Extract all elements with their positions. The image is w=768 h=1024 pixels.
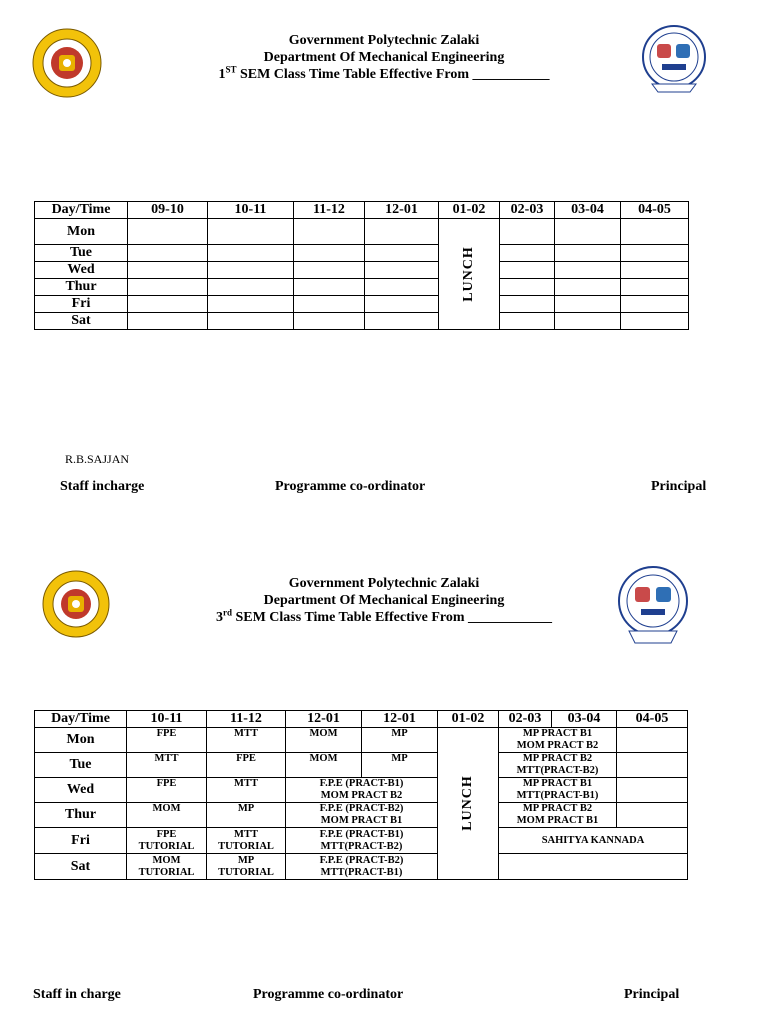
period-cell: MOM — [286, 753, 362, 778]
college-name: Government Polytechnic Zalaki — [288, 33, 480, 48]
table-row — [35, 262, 689, 279]
header-cell: 03-04 — [552, 711, 617, 728]
period-cell — [617, 803, 688, 828]
staff-incharge-label: Staff incharge — [60, 479, 145, 494]
header-cell: 12-01 — [365, 202, 439, 219]
practical-cell: F.P.E (PRACT-B2) MTT(PRACT-B1) — [286, 854, 438, 880]
day-cell: Mon — [35, 219, 128, 245]
principal-label: Principal — [624, 987, 680, 1002]
day-cell: Fri — [35, 828, 127, 854]
lunch-cell — [439, 219, 500, 330]
table-row — [35, 854, 688, 880]
period-cell: FPE — [127, 778, 207, 803]
sheet1-header — [160, 32, 608, 83]
practical-cell: MP PRACT B1 MTT(PRACT-B1) — [499, 778, 617, 803]
header-cell: 09-10 — [128, 202, 208, 219]
period-cell: MP — [207, 803, 286, 828]
semester-title: 1ST SEM Class Time Table Effective From ___________ — [218, 64, 550, 82]
programme-coordinator-label: Programme co-ordinator — [253, 987, 404, 1002]
day-cell: Tue — [35, 753, 127, 778]
period-cell: MP TUTORIAL — [207, 854, 286, 880]
header-cell: 11-12 — [207, 711, 286, 728]
sahitya-kannada-cell: SAHITYA KANNADA — [499, 828, 688, 854]
day-cell: Sat — [35, 854, 127, 880]
period-cell: FPE TUTORIAL — [127, 828, 207, 854]
header-cell: 10-11 — [208, 202, 294, 219]
department-name: Department Of Mechanical Engineering — [263, 593, 505, 608]
table-header-row — [35, 711, 688, 728]
sheet2-header — [160, 575, 608, 626]
day-cell: Sat — [35, 313, 128, 330]
period-cell — [617, 728, 688, 753]
table-row — [35, 828, 688, 854]
lunch-label: LUNCH — [460, 775, 475, 831]
period-cell: MTT — [127, 753, 207, 778]
day-cell: Wed — [35, 262, 128, 279]
day-cell: Thur — [35, 803, 127, 828]
day-cell: Thur — [35, 279, 128, 296]
header-cell: 10-11 — [127, 711, 207, 728]
practical-cell: MP PRACT B1 MOM PRACT B2 — [499, 728, 617, 753]
header-cell: 02-03 — [500, 202, 555, 219]
header-cell: 04-05 — [617, 711, 688, 728]
period-cell — [617, 753, 688, 778]
period-cell: MOM TUTORIAL — [127, 854, 207, 880]
practical-cell: F.P.E (PRACT-B2) MOM PRACT B1 — [286, 803, 438, 828]
principal-label: Principal — [651, 479, 707, 494]
table-row — [35, 728, 688, 753]
table-row — [35, 313, 689, 330]
header-cell: 11-12 — [294, 202, 365, 219]
semester-title: 3rd SEM Class Time Table Effective From ____________ — [215, 607, 553, 625]
day-cell: Wed — [35, 778, 127, 803]
staff-name: R.B.SAJJAN — [65, 452, 130, 466]
table-row — [35, 803, 688, 828]
practical-cell: MP PRACT B2 MOM PRACT B1 — [499, 803, 617, 828]
header-cell: 01-02 — [438, 711, 499, 728]
college-name: Government Polytechnic Zalaki — [288, 576, 480, 591]
header-cell: 12-01 — [362, 711, 438, 728]
staff-incharge-label: Staff in charge — [33, 987, 121, 1002]
day-cell: Mon — [35, 728, 127, 753]
period-cell: FPE — [207, 753, 286, 778]
polytechnic-logo — [640, 24, 708, 94]
day-cell: Tue — [35, 245, 128, 262]
table-row — [35, 753, 688, 778]
table-row — [35, 219, 689, 245]
day-cell: Fri — [35, 296, 128, 313]
sem1-timetable — [34, 201, 689, 330]
period-cell — [499, 854, 688, 880]
header-cell: 02-03 — [499, 711, 552, 728]
period-cell: MOM — [286, 728, 362, 753]
period-cell: MP — [362, 728, 438, 753]
period-cell — [617, 778, 688, 803]
header-cell: 04-05 — [621, 202, 689, 219]
karnataka-emblem-logo — [31, 28, 103, 98]
department-name: Department Of Mechanical Engineering — [263, 50, 505, 65]
karnataka-emblem-logo — [41, 570, 111, 638]
period-cell: MTT TUTORIAL — [207, 828, 286, 854]
lunch-label: LUNCH — [461, 246, 476, 302]
header-cell: 03-04 — [555, 202, 621, 219]
table-row — [35, 279, 689, 296]
practical-cell: F.P.E (PRACT-B1) MTT(PRACT-B2) — [286, 828, 438, 854]
period-cell: MTT — [207, 778, 286, 803]
sem3-timetable — [34, 710, 688, 880]
lunch-cell — [438, 728, 499, 880]
header-cell: Day/Time — [35, 711, 127, 728]
header-cell: 12-01 — [286, 711, 362, 728]
period-cell: MOM — [127, 803, 207, 828]
header-cell: 01-02 — [439, 202, 500, 219]
period-cell: FPE — [127, 728, 207, 753]
table-header-row — [35, 202, 689, 219]
header-cell: Day/Time — [35, 202, 128, 219]
period-cell: MTT — [207, 728, 286, 753]
practical-cell: F.P.E (PRACT-B1) MOM PRACT B2 — [286, 778, 438, 803]
table-row — [35, 245, 689, 262]
table-row — [35, 778, 688, 803]
programme-coordinator-label: Programme co-ordinator — [275, 479, 426, 494]
period-cell: MP — [362, 753, 438, 778]
practical-cell: MP PRACT B2 MTT(PRACT-B2) — [499, 753, 617, 778]
table-row — [35, 296, 689, 313]
polytechnic-logo — [617, 565, 689, 645]
